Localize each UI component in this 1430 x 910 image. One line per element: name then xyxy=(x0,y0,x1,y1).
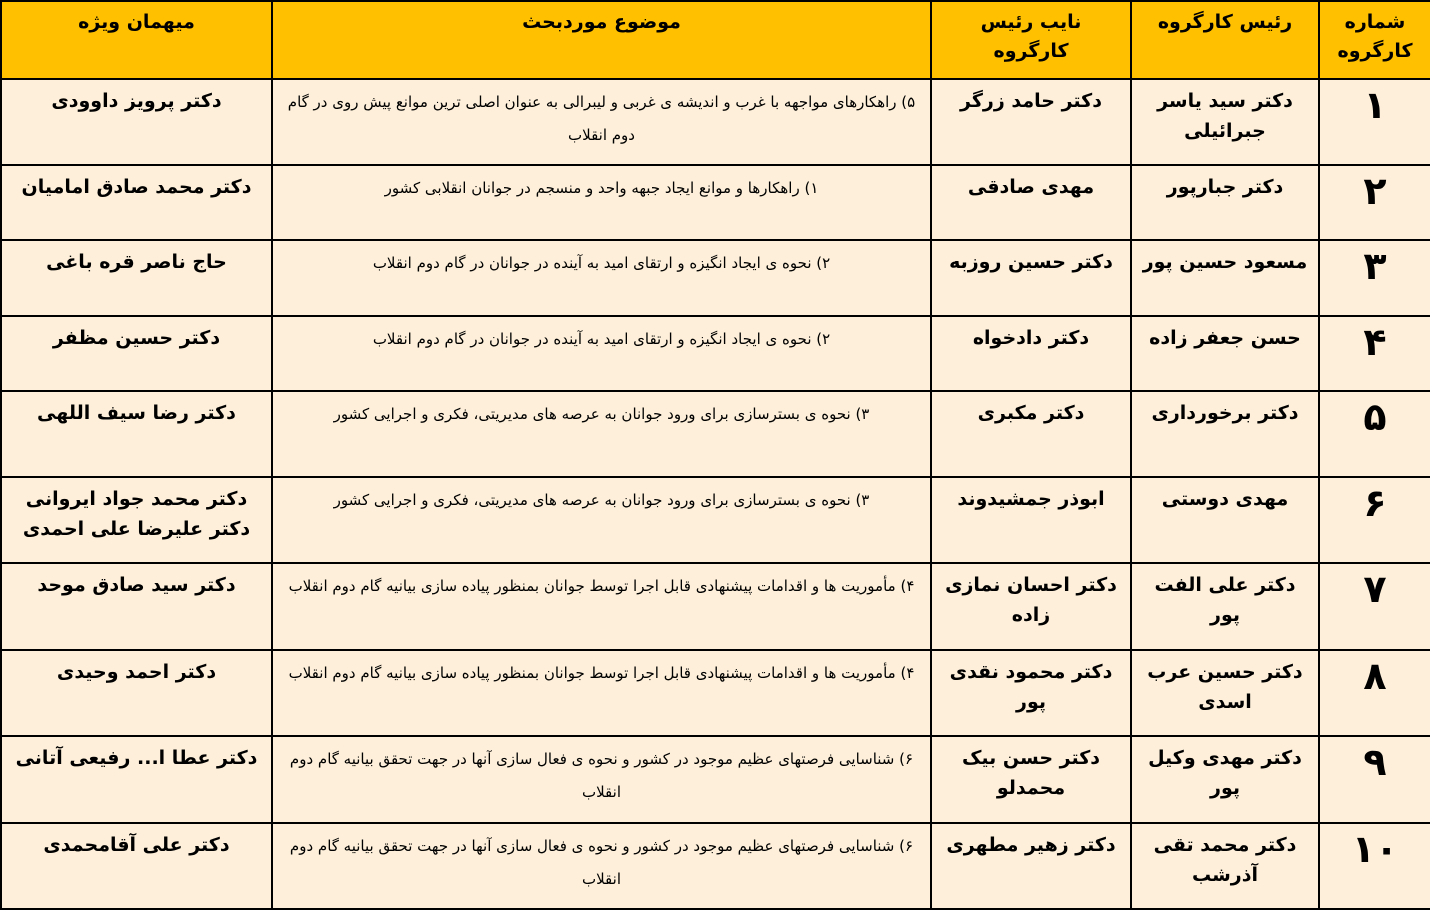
group-number-cell: ۳ xyxy=(1319,240,1430,315)
table-row xyxy=(1,316,1430,391)
group-deputy-cell: مهدی صادقی xyxy=(931,165,1131,240)
group-head-cell: دکتر حسین عرب اسدی xyxy=(1131,650,1319,736)
topic-cell: ۲) نحوه ی ایجاد انگیزه و ارتقای امید به آینده در جوانان در گام دوم انقلاب xyxy=(272,316,931,391)
table-row xyxy=(1,823,1430,909)
group-deputy-cell: دکتر محمود نقدی پور xyxy=(931,650,1131,736)
group-number-cell: ۲ xyxy=(1319,165,1430,240)
group-number-cell: ۷ xyxy=(1319,563,1430,649)
special-guest-cell: دکتر سید صادق موحد xyxy=(1,563,272,649)
special-guest-cell: دکتر رضا سیف اللهی xyxy=(1,391,272,477)
table-row xyxy=(1,240,1430,315)
topic-cell: ۳) نحوه ی بسترسازی برای ورود جوانان به عرصه های مدیریتی، فکری و اجرایی کشور xyxy=(272,391,931,477)
topic-cell: ۴) مأموریت ها و اقدامات پیشنهادی قابل اجرا توسط جوانان بمنظور پیاده سازی بیانیه گام دوم انقلاب xyxy=(272,563,931,649)
header-row xyxy=(1,1,1430,79)
group-number-cell: ۶ xyxy=(1319,477,1430,563)
group-head-cell: حسن جعفر زاده xyxy=(1131,316,1319,391)
table-header xyxy=(1,1,1430,79)
header-special-guest: میهمان ویژه xyxy=(1,1,272,79)
group-deputy-cell: دکتر حامد زرگر xyxy=(931,79,1131,165)
special-guest-cell: دکتر محمد صادق امامیان xyxy=(1,165,272,240)
topic-cell: ۶) شناسایی فرصتهای عظیم موجود در کشور و نحوه ی فعال سازی آنها در جهت تحقق بیانیه گام دوم انقلاب xyxy=(272,736,931,822)
group-head-cell: مسعود حسین پور xyxy=(1131,240,1319,315)
group-number-cell: ۱ xyxy=(1319,79,1430,165)
special-guest-cell: دکتر عطا ا... رفیعی آتانی xyxy=(1,736,272,822)
table-body xyxy=(1,79,1430,909)
topic-cell: ۵) راهکارهای مواجهه با غرب و اندیشه ی غربی و لیبرالی به عنوان اصلی ترین موانع پیش روی در گام دوم انقلاب xyxy=(272,79,931,165)
special-guest-cell: دکتر حسین مظفر xyxy=(1,316,272,391)
group-head-cell: مهدی دوستی xyxy=(1131,477,1319,563)
topic-cell: ۱) راهکارها و موانع ایجاد جبهه واحد و منسجم در جوانان انقلابی کشور xyxy=(272,165,931,240)
group-head-cell: دکتر علی الفت پور xyxy=(1131,563,1319,649)
special-guest-cell: دکتر پرویز داوودی xyxy=(1,79,272,165)
group-head-cell: دکتر سید یاسر جبرائیلی xyxy=(1131,79,1319,165)
group-deputy-cell: دکتر حسین روزبه xyxy=(931,240,1131,315)
table-row xyxy=(1,736,1430,822)
header-group-number: شماره کارگروه xyxy=(1319,1,1430,79)
header-topic: موضوع موردبحث xyxy=(272,1,931,79)
group-head-cell: دکتر مهدی وکیل پور xyxy=(1131,736,1319,822)
group-number-cell: ۱۰ xyxy=(1319,823,1430,909)
group-deputy-cell: دکتر احسان نمازی زاده xyxy=(931,563,1131,649)
group-deputy-cell: ابوذر جمشیدوند xyxy=(931,477,1131,563)
table-row xyxy=(1,477,1430,563)
special-guest-cell: دکتر محمد جواد ایروانی دکتر علیرضا علی احمدی xyxy=(1,477,272,563)
table-row xyxy=(1,391,1430,477)
group-number-cell: ۵ xyxy=(1319,391,1430,477)
table-row xyxy=(1,79,1430,165)
group-deputy-cell: دکتر مکبری xyxy=(931,391,1131,477)
special-guest-cell: دکتر علی آقامحمدی xyxy=(1,823,272,909)
group-number-cell: ۹ xyxy=(1319,736,1430,822)
group-deputy-cell: دکتر زهیر مطهری xyxy=(931,823,1131,909)
group-deputy-cell: دکتر دادخواه xyxy=(931,316,1131,391)
table-row xyxy=(1,563,1430,649)
header-group-head: رئیس کارگروه xyxy=(1131,1,1319,79)
topic-cell: ۳) نحوه ی بسترسازی برای ورود جوانان به عرصه های مدیریتی، فکری و اجرایی کشور xyxy=(272,477,931,563)
special-guest-cell: دکتر احمد وحیدی xyxy=(1,650,272,736)
header-group-deputy: نایب رئیس کارگروه xyxy=(931,1,1131,79)
special-guest-cell: حاج ناصر قره باغی xyxy=(1,240,272,315)
topic-cell: ۶) شناسایی فرصتهای عظیم موجود در کشور و نحوه ی فعال سازی آنها در جهت تحقق بیانیه گام دوم انقلاب xyxy=(272,823,931,909)
group-number-cell: ۸ xyxy=(1319,650,1430,736)
group-head-cell: دکتر محمد تقی آذرشب xyxy=(1131,823,1319,909)
topic-cell: ۴) مأموریت ها و اقدامات پیشنهادی قابل اجرا توسط جوانان بمنظور پیاده سازی بیانیه گام دوم انقلاب xyxy=(272,650,931,736)
group-head-cell: دکتر برخورداری xyxy=(1131,391,1319,477)
topic-cell: ۲) نحوه ی ایجاد انگیزه و ارتقای امید به آینده در جوانان در گام دوم انقلاب xyxy=(272,240,931,315)
group-head-cell: دکتر جبارپور xyxy=(1131,165,1319,240)
group-deputy-cell: دکتر حسن بیک محمدلو xyxy=(931,736,1131,822)
group-number-cell: ۴ xyxy=(1319,316,1430,391)
table-row xyxy=(1,650,1430,736)
table-row xyxy=(1,165,1430,240)
